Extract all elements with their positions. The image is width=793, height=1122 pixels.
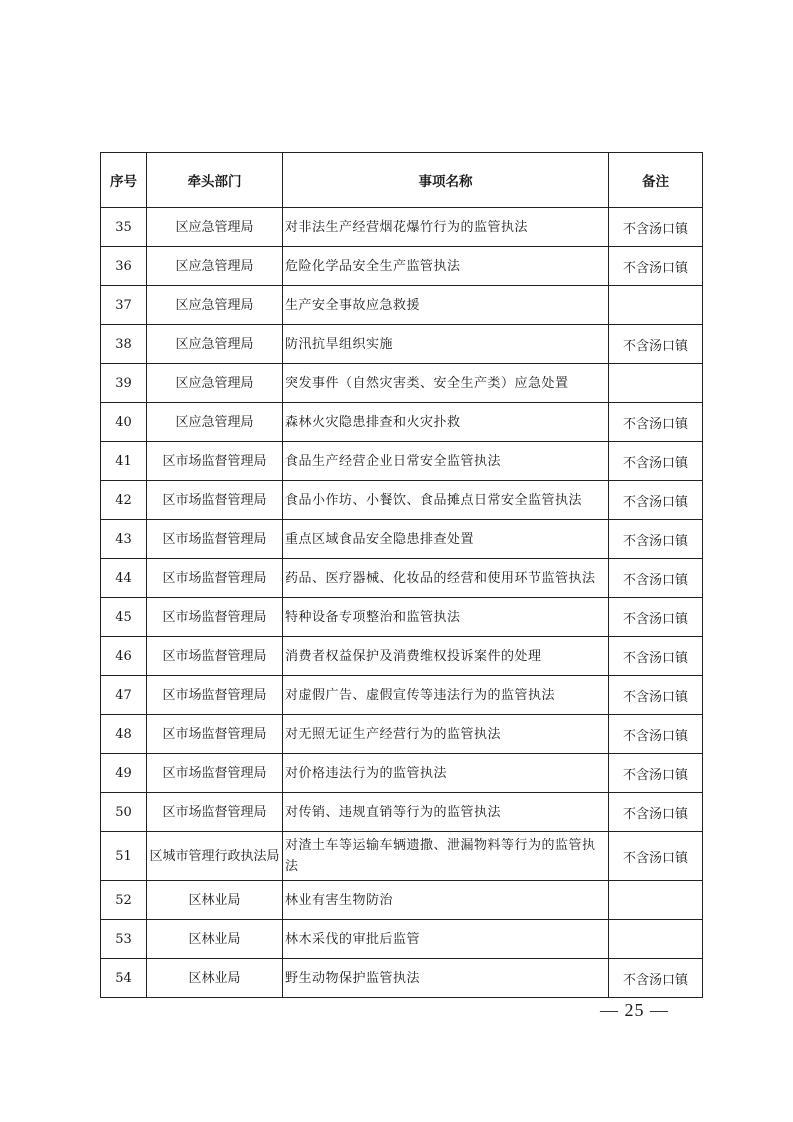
row-dept: 区市场监督管理局 xyxy=(147,442,283,481)
row-no: 39 xyxy=(101,364,147,403)
table-row xyxy=(101,920,703,959)
row-item: 对传销、违规直销等行为的监管执法 xyxy=(283,793,609,832)
row-dept: 区城市管理行政执法局 xyxy=(147,832,283,881)
row-note: 不含汤口镇 xyxy=(609,754,703,793)
row-dept: 区市场监督管理局 xyxy=(147,754,283,793)
row-dept: 区市场监督管理局 xyxy=(147,481,283,520)
row-no: 41 xyxy=(101,442,147,481)
table-row xyxy=(101,208,703,247)
row-item: 重点区域食品安全隐患排查处置 xyxy=(283,520,609,559)
row-dept: 区市场监督管理局 xyxy=(147,520,283,559)
table-row xyxy=(101,637,703,676)
row-dept: 区应急管理局 xyxy=(147,286,283,325)
row-item: 消费者权益保护及消费维权投诉案件的处理 xyxy=(283,637,609,676)
row-item: 防汛抗旱组织实施 xyxy=(283,325,609,364)
row-note: 不含汤口镇 xyxy=(609,676,703,715)
row-dept: 区市场监督管理局 xyxy=(147,676,283,715)
table-row xyxy=(101,598,703,637)
row-dept: 区林业局 xyxy=(147,959,283,998)
row-item: 生产安全事故应急救援 xyxy=(283,286,609,325)
row-item: 药品、医疗器械、化妆品的经营和使用环节监管执法 xyxy=(283,559,609,598)
row-no: 36 xyxy=(101,247,147,286)
table-row xyxy=(101,286,703,325)
row-dept: 区市场监督管理局 xyxy=(147,598,283,637)
table-row xyxy=(101,442,703,481)
header-item: 事项名称 xyxy=(283,153,609,208)
table-row xyxy=(101,520,703,559)
row-item: 食品生产经营企业日常安全监管执法 xyxy=(283,442,609,481)
matters-table xyxy=(100,152,703,998)
row-no: 48 xyxy=(101,715,147,754)
row-no: 43 xyxy=(101,520,147,559)
row-item: 危险化学品安全生产监管执法 xyxy=(283,247,609,286)
page-number: — 25 — xyxy=(600,1000,669,1020)
header-note: 备注 xyxy=(609,153,703,208)
table-row xyxy=(101,715,703,754)
table-row xyxy=(101,832,703,881)
row-note: 不含汤口镇 xyxy=(609,832,703,881)
row-no: 35 xyxy=(101,208,147,247)
table-row xyxy=(101,754,703,793)
row-no: 45 xyxy=(101,598,147,637)
row-no: 52 xyxy=(101,881,147,920)
row-dept: 区应急管理局 xyxy=(147,208,283,247)
row-dept: 区应急管理局 xyxy=(147,325,283,364)
table-row xyxy=(101,881,703,920)
row-note: 不含汤口镇 xyxy=(609,793,703,832)
row-no: 50 xyxy=(101,793,147,832)
row-dept: 区市场监督管理局 xyxy=(147,793,283,832)
row-item: 食品小作坊、小餐饮、食品摊点日常安全监管执法 xyxy=(283,481,609,520)
row-item: 特种设备专项整治和监管执法 xyxy=(283,598,609,637)
row-item: 对无照无证生产经营行为的监管执法 xyxy=(283,715,609,754)
row-dept: 区市场监督管理局 xyxy=(147,715,283,754)
row-item: 对虚假广告、虚假宣传等违法行为的监管执法 xyxy=(283,676,609,715)
row-note: 不含汤口镇 xyxy=(609,598,703,637)
row-dept: 区林业局 xyxy=(147,881,283,920)
row-note: 不含汤口镇 xyxy=(609,442,703,481)
row-dept: 区应急管理局 xyxy=(147,247,283,286)
row-no: 38 xyxy=(101,325,147,364)
row-no: 49 xyxy=(101,754,147,793)
table-row xyxy=(101,793,703,832)
row-no: 37 xyxy=(101,286,147,325)
table-header-row xyxy=(101,153,703,208)
row-no: 46 xyxy=(101,637,147,676)
header-no: 序号 xyxy=(101,153,147,208)
row-no: 54 xyxy=(101,959,147,998)
row-no: 44 xyxy=(101,559,147,598)
row-item: 对非法生产经营烟花爆竹行为的监管执法 xyxy=(283,208,609,247)
row-note xyxy=(609,920,703,959)
row-note: 不含汤口镇 xyxy=(609,403,703,442)
row-note: 不含汤口镇 xyxy=(609,637,703,676)
row-item: 森林火灾隐患排查和火灾扑救 xyxy=(283,403,609,442)
row-no: 40 xyxy=(101,403,147,442)
row-dept: 区应急管理局 xyxy=(147,403,283,442)
row-note: 不含汤口镇 xyxy=(609,559,703,598)
row-item: 林木采伐的审批后监管 xyxy=(283,920,609,959)
row-item: 林业有害生物防治 xyxy=(283,881,609,920)
row-note: 不含汤口镇 xyxy=(609,208,703,247)
row-dept: 区应急管理局 xyxy=(147,364,283,403)
row-no: 47 xyxy=(101,676,147,715)
row-note xyxy=(609,286,703,325)
row-note: 不含汤口镇 xyxy=(609,247,703,286)
row-note xyxy=(609,364,703,403)
row-dept: 区市场监督管理局 xyxy=(147,637,283,676)
row-note: 不含汤口镇 xyxy=(609,325,703,364)
row-item: 突发事件（自然灾害类、安全生产类）应急处置 xyxy=(283,364,609,403)
row-no: 53 xyxy=(101,920,147,959)
header-dept: 牵头部门 xyxy=(147,153,283,208)
table-row xyxy=(101,481,703,520)
table-row xyxy=(101,364,703,403)
row-note xyxy=(609,881,703,920)
table-row xyxy=(101,959,703,998)
row-dept: 区林业局 xyxy=(147,920,283,959)
table-row xyxy=(101,559,703,598)
table-row xyxy=(101,676,703,715)
row-note: 不含汤口镇 xyxy=(609,520,703,559)
row-note: 不含汤口镇 xyxy=(609,715,703,754)
row-no: 51 xyxy=(101,832,147,881)
table-row xyxy=(101,403,703,442)
table-row xyxy=(101,247,703,286)
row-item: 野生动物保护监管执法 xyxy=(283,959,609,998)
row-note: 不含汤口镇 xyxy=(609,481,703,520)
row-note: 不含汤口镇 xyxy=(609,959,703,998)
row-no: 42 xyxy=(101,481,147,520)
row-item: 对渣土车等运输车辆遗撒、泄漏物料等行为的监管执法 xyxy=(283,832,609,881)
row-dept: 区市场监督管理局 xyxy=(147,559,283,598)
row-item: 对价格违法行为的监管执法 xyxy=(283,754,609,793)
table-row xyxy=(101,325,703,364)
